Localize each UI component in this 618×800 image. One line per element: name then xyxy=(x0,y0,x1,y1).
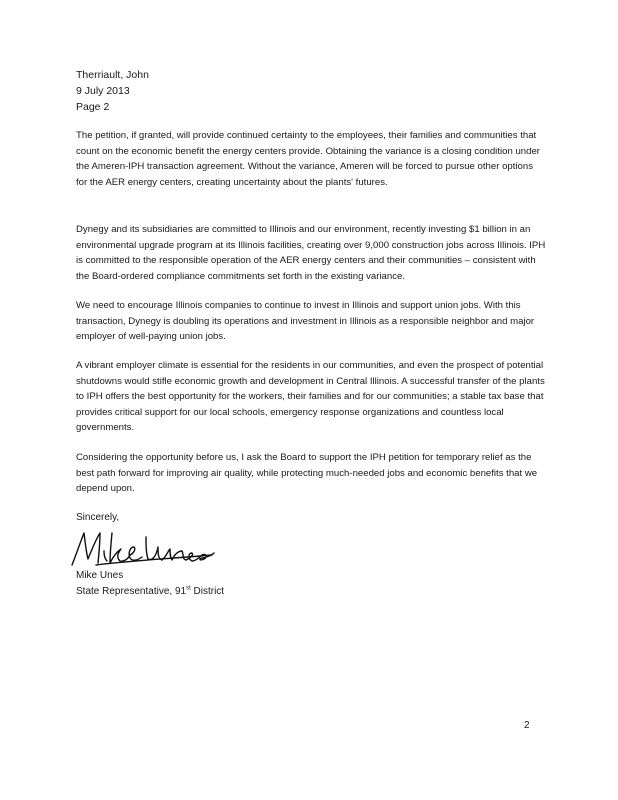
paragraph-employer-climate: A vibrant employer climate is essential for the residents in our communities, and even the prospect of potential shutdowns would stifle economic growth and development in Central Illinois. A successful transfer of the plants to IPH offers the best opportunity for the workers, their families and for our communities; a stable tax base that provides critical support for our local schools, emergency response organizations and countless local governments. xyxy=(76,360,545,434)
handwritten-signature xyxy=(66,525,216,573)
signature-block xyxy=(76,568,224,600)
paragraph-petition: The petition, if granted, will provide continued certainty to the employees, their families and communities that count on the economic benefit the energy centers provide. Obtaining the variance is a closing condition under the Ameren-IPH transaction agreement. Without the variance, Ameren will be forced to pursue other options for the AER energy centers, creating uncertainty about the plants' futures. xyxy=(76,130,540,188)
recipient-name: Therriault, John xyxy=(76,69,149,81)
page-label: Page 2 xyxy=(76,101,110,113)
signer-name: Mike Unes xyxy=(76,570,124,581)
paragraph-dynegy-commitment: Dynegy and its subsidiaries are committed to Illinois and our environment, recently investing $1 billion in an environmental upgrade program at its Illinois facilities, creating over 9,000 construction jobs across Illinois. IPH is committed to the responsible operation of the AER energy centers and their communities – consistent with the Board-ordered compliance commitments set forth in the existing variance. xyxy=(76,224,546,282)
paragraph-request: Considering the opportunity before us, I ask the Board to support the IPH petition for temporary relief as the best path forward for improving air quality, while protecting much-needed jobs and economic benefits that we depend upon. xyxy=(76,452,538,495)
signer-title-suffix: st xyxy=(186,585,191,592)
paragraph-encourage-investment: We need to encourage Illinois companies to continue to invest in Illinois and support union jobs. With this transaction, Dynegy is doubling its operations and investment in Illinois as a responsible neighbor and major employer of well-paying union jobs. xyxy=(76,300,535,343)
letter-date: 9 July 2013 xyxy=(76,85,130,97)
closing-salutation: Sincerely, xyxy=(76,512,120,523)
letter-header xyxy=(76,67,149,115)
signer-title xyxy=(76,584,224,600)
page-number: 2 xyxy=(524,720,530,731)
signer-title-prefix: State Representative, 91 xyxy=(76,586,187,597)
signer-title-end: District xyxy=(190,586,225,597)
